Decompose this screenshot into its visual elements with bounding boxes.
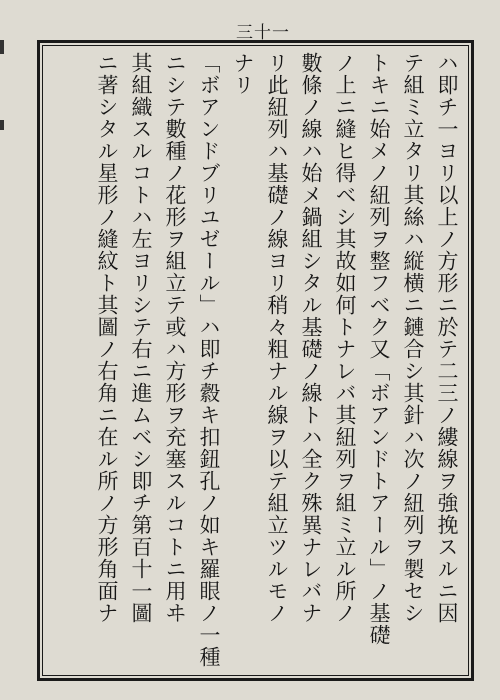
page-edge-mark <box>0 120 4 130</box>
text-column: ノ上ニ縫ヒ得ベシ其故如何トナレバ其紐列ヲ組ミ立ル所ノ <box>333 52 357 624</box>
text-column: リ此紐列ハ基礎ノ線ヨリ稍々粗ナル線ヲ以テ組立ツルモノ <box>265 52 289 624</box>
text-column: 「ボアンドブリユゼール」ハ即チ縠キ扣鈕孔ノ如キ羅眼ノ一種 <box>197 52 221 668</box>
text-column: ニシテ數種ノ花形ヲ組立テ或ハ方形ヲ充塞スルコトニ用ヰ <box>163 52 187 624</box>
text-column: 其組織スルコトハ左ヨリシテ右ニ進ムベシ即チ第百十一圖 <box>129 52 153 624</box>
text-column: テ組ミ立タリ其絲ハ縦横ニ鏈合シ其針ハ次ノ紐列ヲ製セシ <box>401 52 425 624</box>
page-edge-mark <box>0 40 4 54</box>
page-number: 三十一 <box>236 23 290 43</box>
text-column: トキニ始メノ紐列ヲ整フベク又「ボアンドトアール」ノ基礎 <box>367 52 391 646</box>
text-column: ハ即チ一ヨリ以上ノ方形ニ於テ二三ノ縷線ヲ強挽スルニ因 <box>435 52 459 624</box>
text-column: ニ著シタル星形ノ縫紋ト其圖ノ右角ニ在ル所ノ方形角面ナ <box>95 52 119 624</box>
text-column: ナリ <box>231 52 255 96</box>
text-body <box>90 52 464 672</box>
text-column: 數條ノ線ハ始メ鍋組シタル基礎ノ線トハ全ク殊異ナレバナ <box>299 52 323 624</box>
